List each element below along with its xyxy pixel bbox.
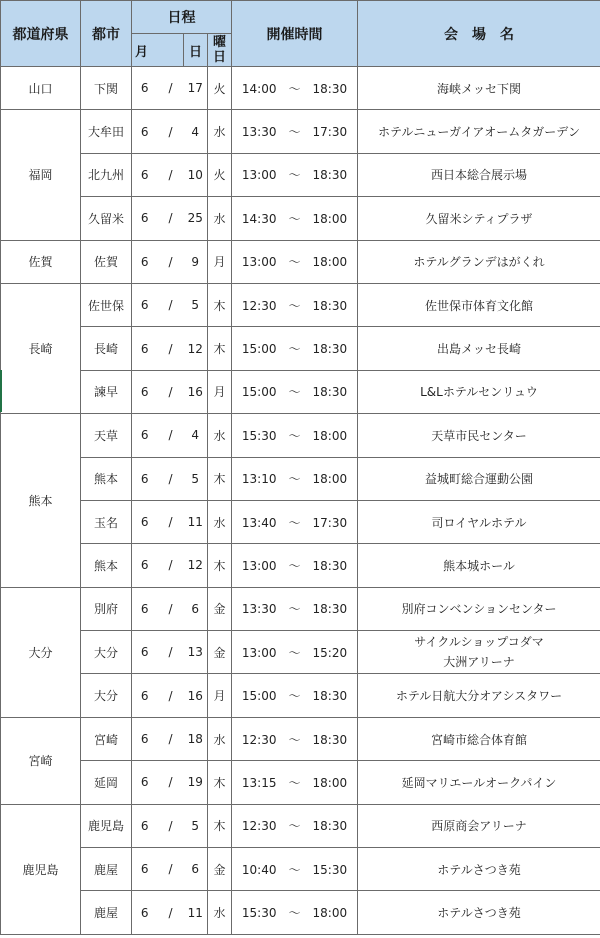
time-separator: ～: [288, 472, 301, 487]
city-cell: 大牟田: [81, 110, 132, 153]
hours-cell: [232, 631, 358, 674]
end-time: 18:00: [312, 906, 348, 921]
end-time: 15:30: [312, 862, 348, 877]
weekday-cell: 木: [208, 544, 232, 587]
month-cell: 6: [132, 67, 158, 110]
end-time: 18:00: [312, 255, 348, 270]
header-prefecture: 都道府県: [1, 1, 81, 67]
city-cell: 鹿屋: [81, 848, 132, 891]
month-cell: 6: [132, 414, 158, 457]
end-time: 17:30: [312, 515, 348, 530]
time-separator: ～: [288, 211, 301, 226]
day-cell: 12: [184, 544, 208, 587]
time-separator: ～: [288, 645, 301, 660]
time-separator: ～: [288, 81, 301, 96]
city-cell: 玉名: [81, 500, 132, 543]
table-row: [1, 67, 600, 110]
weekday-cell: 金: [208, 631, 232, 674]
venue-cell: [358, 761, 600, 804]
prefecture-cell: 鹿児島: [1, 804, 81, 934]
month-cell: 6: [132, 370, 158, 413]
hours-cell: [232, 67, 358, 110]
month-cell: 6: [132, 153, 158, 196]
day-cell: 16: [184, 674, 208, 717]
date-separator: /: [158, 804, 184, 847]
time-separator: ～: [288, 255, 301, 270]
table-row: [1, 153, 600, 196]
date-separator: /: [158, 891, 184, 934]
start-time: 15:00: [241, 385, 277, 400]
weekday-cell: 水: [208, 500, 232, 543]
table-row: [1, 587, 600, 630]
hours-cell: [232, 891, 358, 934]
end-time: 18:30: [312, 689, 348, 704]
venue-name: サイクルショップコダマ: [414, 635, 544, 650]
hours-cell: [232, 327, 358, 370]
date-separator: /: [158, 240, 184, 283]
venue-name: L&Lホテルセンリュウ: [420, 385, 538, 400]
venue-cell: [358, 717, 600, 760]
time-separator: ～: [288, 428, 301, 443]
month-cell: 6: [132, 110, 158, 153]
hours-cell: [232, 674, 358, 717]
city-cell: 熊本: [81, 457, 132, 500]
month-cell: 6: [132, 457, 158, 500]
start-time: 12:30: [241, 298, 277, 313]
prefecture-cell: 大分: [1, 587, 81, 717]
city-cell: 大分: [81, 631, 132, 674]
time-separator: ～: [288, 168, 301, 183]
hours-cell: [232, 153, 358, 196]
end-time: 18:30: [312, 732, 348, 747]
end-time: 18:30: [312, 385, 348, 400]
table-row: [1, 631, 600, 674]
hours-cell: [232, 197, 358, 240]
date-separator: /: [158, 761, 184, 804]
weekday-cell: 金: [208, 587, 232, 630]
day-cell: 5: [184, 457, 208, 500]
weekday-cell: 火: [208, 67, 232, 110]
table-row: [1, 674, 600, 717]
prefecture-cell: 宮崎: [1, 717, 81, 804]
venue-name: 熊本城ホール: [443, 558, 515, 573]
venue-cell: [358, 500, 600, 543]
date-separator: /: [158, 327, 184, 370]
start-time: 13:00: [241, 255, 277, 270]
day-cell: 13: [184, 631, 208, 674]
day-cell: 6: [184, 587, 208, 630]
date-separator: /: [158, 457, 184, 500]
month-cell: 6: [132, 327, 158, 370]
date-separator: /: [158, 153, 184, 196]
date-separator: /: [158, 674, 184, 717]
start-time: 13:15: [241, 775, 277, 790]
time-separator: ～: [288, 775, 301, 790]
weekday-cell: 水: [208, 891, 232, 934]
month-cell: 6: [132, 891, 158, 934]
city-cell: 諫早: [81, 370, 132, 413]
date-separator: /: [158, 500, 184, 543]
table-row: [1, 370, 600, 413]
day-cell: 12: [184, 327, 208, 370]
weekday-cell: 水: [208, 110, 232, 153]
day-cell: 9: [184, 240, 208, 283]
start-time: 14:00: [241, 81, 277, 96]
end-time: 18:00: [312, 472, 348, 487]
venue-name: 西原商会アリーナ: [431, 819, 527, 834]
city-cell: 宮崎: [81, 717, 132, 760]
hours-cell: [232, 587, 358, 630]
prefecture-cell: 佐賀: [1, 240, 81, 283]
start-time: 13:40: [241, 515, 277, 530]
city-cell: 別府: [81, 587, 132, 630]
date-separator: /: [158, 848, 184, 891]
time-separator: ～: [288, 515, 301, 530]
weekday-cell: 水: [208, 414, 232, 457]
table-row: [1, 761, 600, 804]
month-cell: 6: [132, 500, 158, 543]
header-city: 都市: [81, 1, 132, 67]
active-row-indicator: [0, 370, 2, 412]
table-row: [1, 327, 600, 370]
venue-cell: [358, 587, 600, 630]
venue-cell: [358, 457, 600, 500]
venue-cell: [358, 674, 600, 717]
weekday-cell: 火: [208, 153, 232, 196]
city-cell: 延岡: [81, 761, 132, 804]
header-schedule: 日程: [132, 1, 232, 34]
table-header: [1, 1, 600, 67]
time-separator: ～: [288, 558, 301, 573]
hours-cell: [232, 804, 358, 847]
header-venue: 会 場 名: [358, 1, 600, 67]
hours-cell: [232, 283, 358, 326]
table-row: [1, 848, 600, 891]
end-time: 18:30: [312, 81, 348, 96]
day-cell: 10: [184, 153, 208, 196]
start-time: 14:30: [241, 211, 277, 226]
day-cell: 17: [184, 67, 208, 110]
end-time: 18:00: [312, 428, 348, 443]
time-separator: ～: [288, 689, 301, 704]
time-separator: ～: [288, 385, 301, 400]
table-row: [1, 804, 600, 847]
venue-name: 別府コンベンションセンター: [401, 602, 557, 617]
start-time: 12:30: [241, 732, 277, 747]
weekday-cell: 月: [208, 370, 232, 413]
day-cell: 5: [184, 804, 208, 847]
start-time: 13:00: [241, 645, 277, 660]
month-cell: 6: [132, 674, 158, 717]
month-cell: 6: [132, 717, 158, 760]
venue-cell: [358, 370, 600, 413]
day-cell: 18: [184, 717, 208, 760]
weekday-cell: 月: [208, 674, 232, 717]
month-cell: 6: [132, 587, 158, 630]
end-time: 18:30: [312, 819, 348, 834]
city-cell: 北九州: [81, 153, 132, 196]
table-row: [1, 283, 600, 326]
end-time: 18:30: [312, 558, 348, 573]
venue-cell: [358, 544, 600, 587]
time-separator: ～: [288, 862, 301, 877]
end-time: 18:30: [312, 168, 348, 183]
date-separator: /: [158, 67, 184, 110]
city-cell: 鹿屋: [81, 891, 132, 934]
header-day: 日: [184, 34, 208, 67]
date-separator: /: [158, 110, 184, 153]
venue-name: 佐世保市体育文化館: [424, 298, 533, 313]
venue-cell: [358, 67, 600, 110]
table-row: [1, 110, 600, 153]
day-cell: 11: [184, 891, 208, 934]
date-separator: /: [158, 631, 184, 674]
table-row: [1, 240, 600, 283]
city-cell: 久留米: [81, 197, 132, 240]
time-separator: ～: [288, 342, 301, 357]
date-separator: /: [158, 587, 184, 630]
prefecture-cell: 福岡: [1, 110, 81, 240]
prefecture-cell: 熊本: [1, 414, 81, 588]
prefecture-cell: 長崎: [1, 283, 81, 413]
start-time: 13:30: [241, 125, 277, 140]
venue-cell: [358, 110, 600, 153]
start-time: 15:00: [241, 342, 277, 357]
venue-cell: [358, 327, 600, 370]
venue-name: 久留米シティプラザ: [425, 211, 533, 226]
month-cell: 6: [132, 240, 158, 283]
venue-name: ホテルさつき苑: [437, 906, 521, 921]
weekday-cell: 水: [208, 717, 232, 760]
venue-name: 西日本総合展示場: [430, 168, 527, 183]
day-cell: 19: [184, 761, 208, 804]
weekday-cell: 木: [208, 327, 232, 370]
city-cell: 熊本: [81, 544, 132, 587]
header-date-spacer: [158, 34, 184, 67]
venue-name: ホテルグランデはがくれ: [413, 255, 545, 270]
table-row: [1, 500, 600, 543]
end-time: 18:00: [312, 211, 348, 226]
month-cell: 6: [132, 804, 158, 847]
date-separator: /: [158, 197, 184, 240]
time-separator: ～: [288, 906, 301, 921]
day-cell: 4: [184, 414, 208, 457]
city-cell: 鹿児島: [81, 804, 132, 847]
end-time: 18:30: [312, 298, 348, 313]
start-time: 13:00: [241, 558, 277, 573]
time-separator: ～: [288, 732, 301, 747]
venue-name: 出島メッセ長崎: [436, 342, 521, 357]
weekday-cell: 木: [208, 283, 232, 326]
start-time: 15:30: [241, 906, 277, 921]
hours-cell: [232, 240, 358, 283]
city-cell: 佐賀: [81, 240, 132, 283]
hours-cell: [232, 761, 358, 804]
header-month: 月: [132, 34, 158, 67]
weekday-cell: 月: [208, 240, 232, 283]
month-cell: 6: [132, 544, 158, 587]
hours-cell: [232, 717, 358, 760]
end-time: 18:00: [312, 775, 348, 790]
month-cell: 6: [132, 197, 158, 240]
header-weekday: 曜日: [208, 34, 232, 67]
date-separator: /: [158, 544, 184, 587]
table-row: [1, 717, 600, 760]
venue-name: 海峡メッセ下関: [436, 81, 521, 96]
table-body: [1, 67, 600, 935]
weekday-cell: 木: [208, 457, 232, 500]
venue-cell: [358, 240, 600, 283]
end-time: 18:30: [312, 342, 348, 357]
venue-name: 司ロイヤルホテル: [431, 515, 527, 530]
time-separator: ～: [288, 602, 301, 617]
venue-name: ホテルニューガイアオームタガーデン: [377, 125, 581, 140]
time-separator: ～: [288, 819, 301, 834]
venue-name: ホテルさつき苑: [437, 862, 521, 877]
weekday-cell: 木: [208, 804, 232, 847]
venue-name: 延岡マリエールオークパイン: [401, 775, 557, 790]
weekday-cell: 水: [208, 197, 232, 240]
city-cell: 佐世保: [81, 283, 132, 326]
day-cell: 11: [184, 500, 208, 543]
date-separator: /: [158, 370, 184, 413]
venue-cell: [358, 283, 600, 326]
venue-name: 宮崎市総合体育館: [430, 732, 527, 747]
venue-cell: [358, 848, 600, 891]
weekday-cell: 金: [208, 848, 232, 891]
start-time: 12:30: [241, 819, 277, 834]
venue-name: ホテル日航大分オアシスタワー: [395, 689, 563, 704]
end-time: 17:30: [312, 125, 348, 140]
day-cell: 4: [184, 110, 208, 153]
table-row: [1, 544, 600, 587]
start-time: 13:00: [241, 168, 277, 183]
month-cell: 6: [132, 631, 158, 674]
date-separator: /: [158, 414, 184, 457]
start-time: 13:30: [241, 602, 277, 617]
venue-cell: [358, 153, 600, 196]
time-separator: ～: [288, 298, 301, 313]
table-row: [1, 197, 600, 240]
hours-cell: [232, 544, 358, 587]
venue-cell: [358, 631, 600, 674]
start-time: 13:10: [241, 472, 277, 487]
hours-cell: [232, 500, 358, 543]
city-cell: 下関: [81, 67, 132, 110]
hours-cell: [232, 414, 358, 457]
table-row: [1, 891, 600, 934]
table-row: [1, 414, 600, 457]
venue-cell: [358, 804, 600, 847]
date-separator: /: [158, 717, 184, 760]
weekday-cell: 木: [208, 761, 232, 804]
venue-cell: [358, 891, 600, 934]
end-time: 18:30: [312, 602, 348, 617]
month-cell: 6: [132, 761, 158, 804]
day-cell: 5: [184, 283, 208, 326]
start-time: 10:40: [241, 862, 277, 877]
start-time: 15:30: [241, 428, 277, 443]
month-cell: 6: [132, 848, 158, 891]
city-cell: 天草: [81, 414, 132, 457]
venue-cell: [358, 197, 600, 240]
hours-cell: [232, 457, 358, 500]
hours-cell: [232, 370, 358, 413]
venue-name: 益城町総合運動公園: [424, 472, 533, 487]
city-cell: 長崎: [81, 327, 132, 370]
month-cell: 6: [132, 283, 158, 326]
date-separator: /: [158, 283, 184, 326]
hours-cell: [232, 848, 358, 891]
prefecture-cell: 山口: [1, 67, 81, 110]
venue-name: 大洲アリーナ: [443, 655, 515, 670]
day-cell: 25: [184, 197, 208, 240]
end-time: 15:20: [312, 645, 348, 660]
city-cell: 大分: [81, 674, 132, 717]
table-row: [1, 457, 600, 500]
venue-cell: [358, 414, 600, 457]
venue-name: 天草市民センター: [431, 428, 527, 443]
day-cell: 6: [184, 848, 208, 891]
start-time: 15:00: [241, 689, 277, 704]
day-cell: 16: [184, 370, 208, 413]
time-separator: ～: [288, 125, 301, 140]
hours-cell: [232, 110, 358, 153]
header-hours: 開催時間: [232, 1, 358, 67]
